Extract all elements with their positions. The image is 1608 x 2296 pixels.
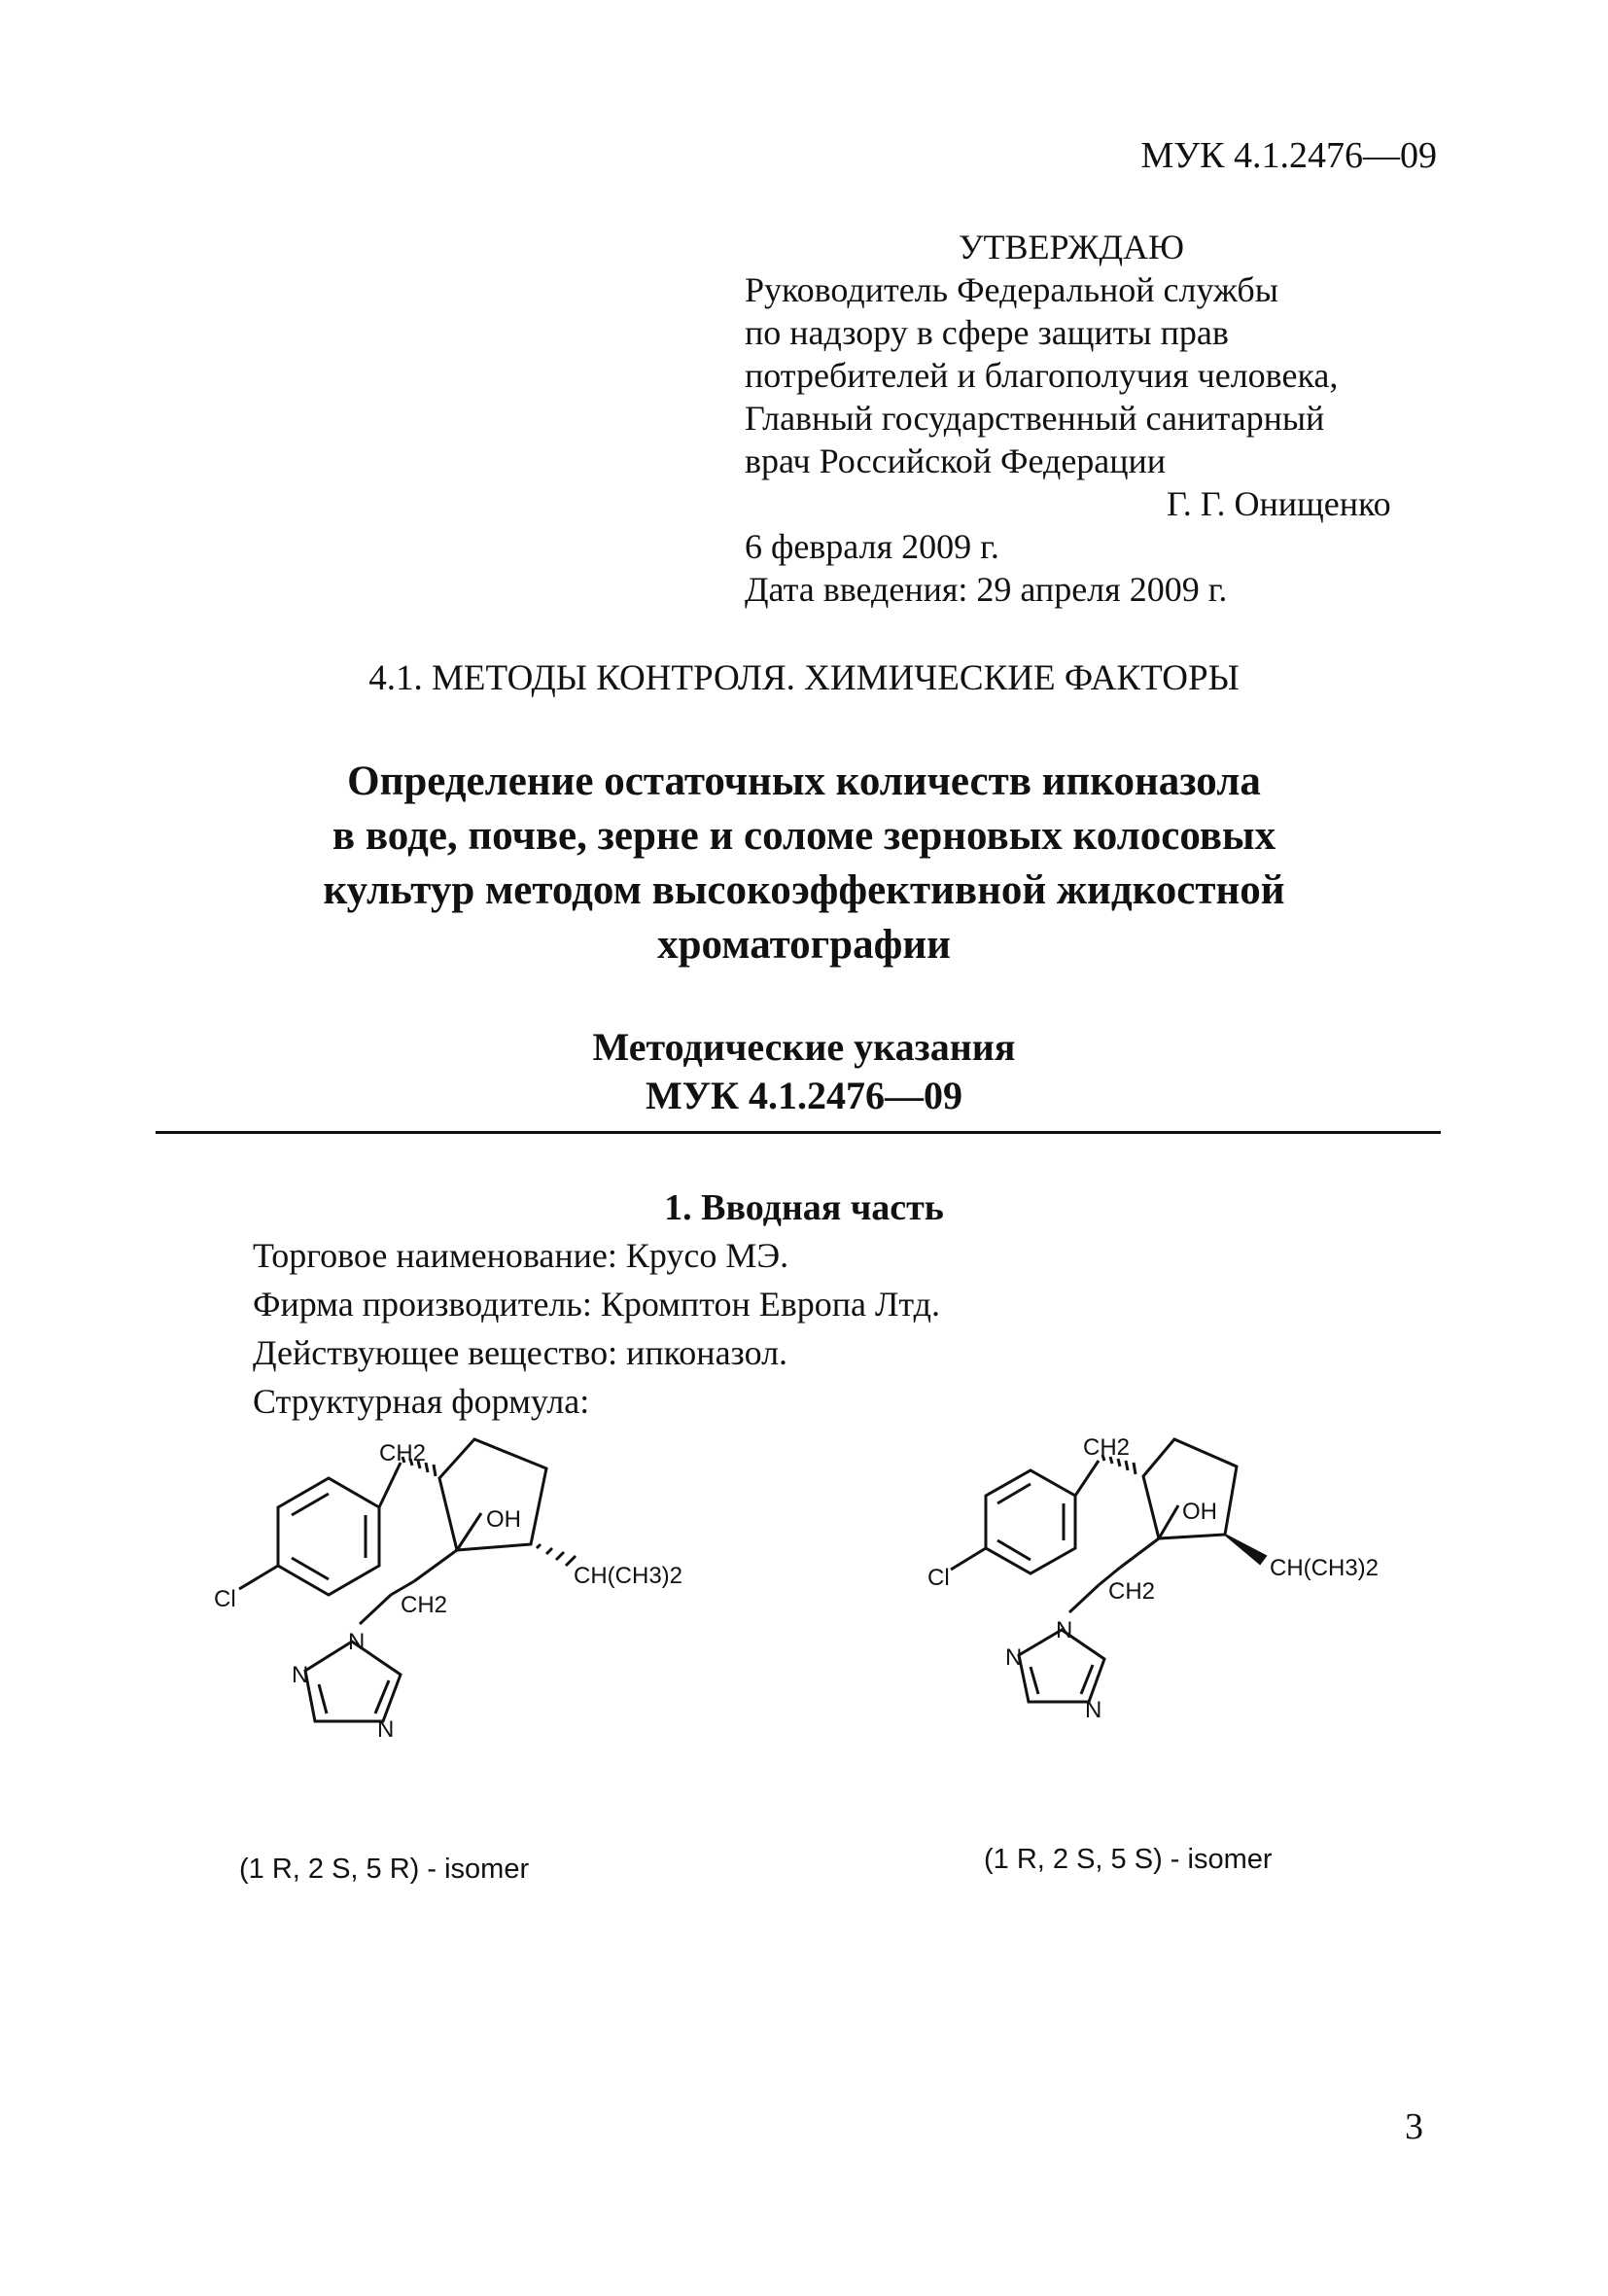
section-heading: 1. Вводная часть xyxy=(664,1187,944,1228)
approval-line: по надзору в сфере защиты прав xyxy=(745,313,1229,352)
effective-date: Дата введения: 29 апреля 2009 г. xyxy=(745,570,1228,609)
subtitle-line: Методические указания xyxy=(592,1025,1016,1069)
approval-line: потребителей и благополучия человека, xyxy=(745,356,1339,395)
n1-atom-label: N xyxy=(1056,1617,1073,1643)
structural-formula-2 xyxy=(904,1422,1507,1772)
document-subtitle xyxy=(165,1023,1443,1120)
n2-atom-label: N xyxy=(1005,1644,1023,1671)
isopropyl-label: CH(CH3)2 xyxy=(574,1563,683,1589)
approval-line: Главный государственный санитарный xyxy=(745,399,1325,438)
section-category: 4.1. МЕТОДЫ КОНТРОЛЯ. ХИМИЧЕСКИЕ ФАКТОРЫ xyxy=(368,658,1240,698)
document-title xyxy=(165,755,1443,972)
n1-atom-label: N xyxy=(348,1629,366,1655)
oh-label: OH xyxy=(486,1506,521,1533)
ch2-top-label: CH2 xyxy=(379,1440,427,1466)
title-line: хроматографии xyxy=(657,922,951,968)
divider xyxy=(156,1131,1441,1134)
n3-atom-label: N xyxy=(377,1716,395,1743)
isomer-caption-2: (1 R, 2 S, 5 S) - isomer xyxy=(984,1844,1273,1875)
page-number: 3 xyxy=(1405,2106,1423,2147)
isomer-caption-1: (1 R, 2 S, 5 R) - isomer xyxy=(239,1854,530,1885)
cl-atom-label: Cl xyxy=(927,1565,950,1591)
signatory-name: Г. Г. Онищенко xyxy=(1167,484,1391,523)
approval-date: 6 февраля 2009 г. xyxy=(745,527,999,566)
oh-label: OH xyxy=(1182,1499,1217,1525)
ch2-bottom-label: CH2 xyxy=(401,1592,448,1618)
structural-formula-1 xyxy=(146,1420,768,1789)
title-line: Определение остаточных количеств ипконазола xyxy=(347,759,1261,804)
subtitle-code: МУК 4.1.2476—09 xyxy=(645,1074,963,1117)
isopropyl-label: CH(CH3)2 xyxy=(1270,1555,1380,1581)
formula-label: Структурная формула: xyxy=(253,1382,590,1421)
approval-line: Руководитель Федеральной службы xyxy=(745,270,1278,309)
active-substance: Действующее вещество: ипконазол. xyxy=(253,1333,788,1372)
n3-atom-label: N xyxy=(1085,1697,1102,1723)
document-code: МУК 4.1.2476—09 xyxy=(1140,135,1437,176)
approval-line: врач Российской Федерации xyxy=(745,442,1167,480)
title-line: в воде, почве, зерне и соломе зерновых колосовых xyxy=(332,813,1276,859)
approval-heading: УТВЕРЖДАЮ xyxy=(959,228,1185,266)
ch2-top-label: CH2 xyxy=(1083,1434,1131,1461)
n2-atom-label: N xyxy=(292,1662,309,1688)
ch2-bottom-label: CH2 xyxy=(1108,1578,1156,1605)
manufacturer: Фирма производитель: Кромптон Европа Лтд. xyxy=(253,1285,940,1324)
cl-atom-label: Cl xyxy=(214,1586,236,1612)
intro-block xyxy=(253,1231,940,1426)
title-line: культур методом высокоэффективной жидкостной xyxy=(323,867,1285,913)
trade-name: Торговое наименование: Крусо МЭ. xyxy=(253,1236,789,1275)
